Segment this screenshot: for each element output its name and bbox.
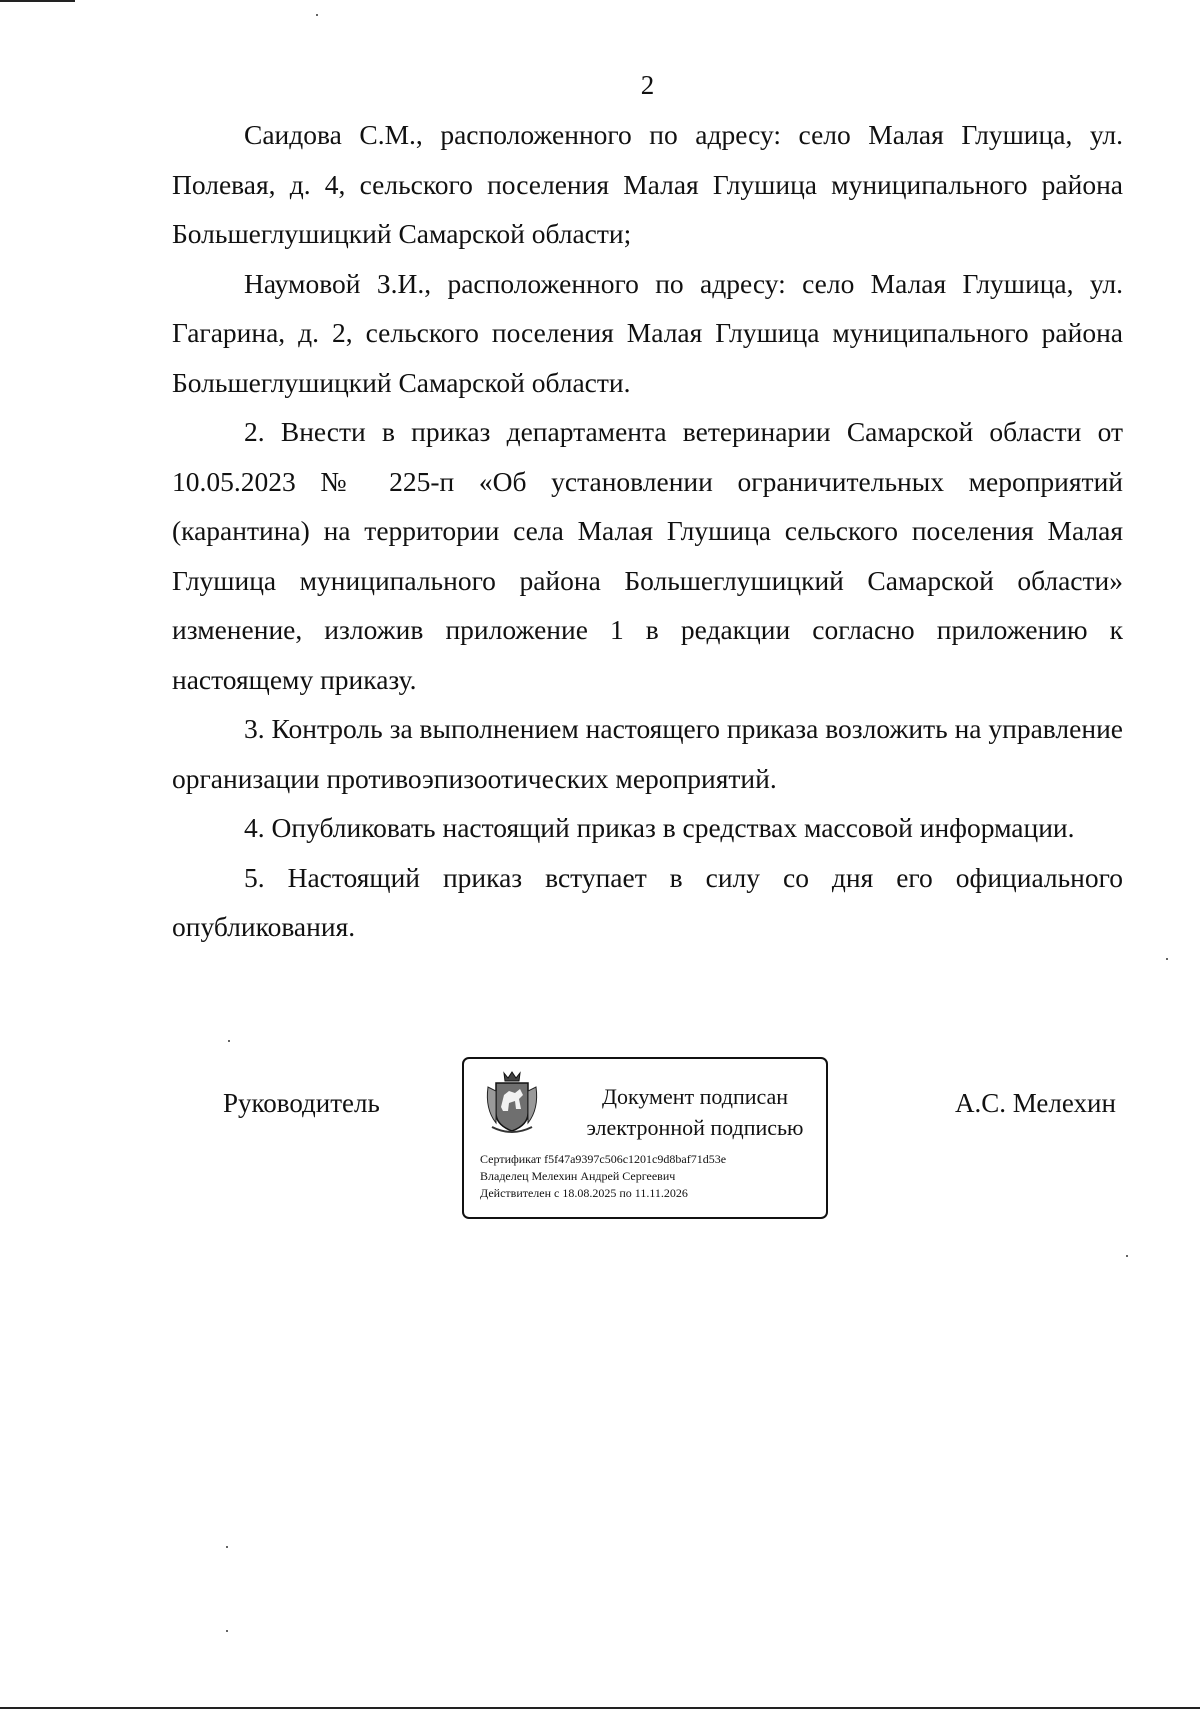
stamp-certificate: Сертификат f5f47a9397c506c1201c9d8baf71d53e [480,1152,727,1166]
signer-position-title: Руководитель [223,1088,380,1118]
paragraph-saidova-address: Саидова С.М., расположенного по адресу: село Малая Глушица, ул. Полевая, д. 4, сельского поселения Малая Глушица муниципального района Большеглушицкий Самарской области; [172,119,1123,249]
page-number: 2 [640,70,655,100]
scan-speck [1166,958,1168,960]
stamp-validity: Действителен с 18.08.2025 по 11.11.2026 [480,1186,688,1200]
stamp-title-line-2: электронной подписью [586,1115,804,1140]
scan-speck [1126,1255,1128,1257]
electronic-signature-stamp [462,1057,828,1219]
scan-edge-line-bottom [0,1707,1200,1709]
stamp-title-line-1: Документ подписан [601,1084,789,1109]
scan-edge-line-top [0,0,75,2]
stamp-details [480,1151,825,1202]
coat-of-arms-icon [482,1067,542,1137]
document-body [172,110,1123,952]
paragraph-item-2-amendment: 2. Внести в приказ департамента ветеринарии Самарской области от 10.05.2023 № 225-п «Об установлении ограничительных мероприятий (карантина) на территории села Малая Глушица сельского поселения Малая Глушица муниципального района Большеглушицкий Самарской области» изменение, изложив приложение 1 в редакции согласно приложению к настоящему приказу. [172,416,1123,695]
scan-speck [316,14,318,16]
stamp-title [564,1081,826,1143]
stamp-owner: Владелец Мелехин Андрей Сергеевич [480,1169,676,1183]
scan-speck [226,1630,228,1632]
paragraph-item-4-publish: 4. Опубликовать настоящий приказ в средствах массовой информации. [244,812,1075,843]
scan-speck [226,1546,228,1548]
paragraph-item-3-control: 3. Контроль за выполнением настоящего приказа возложить на управление организации противоэпизоотических мероприятий. [172,713,1123,794]
signer-name: А.С. Мелехин [955,1088,1116,1118]
paragraph-naumova-address: Наумовой З.И., расположенного по адресу: село Малая Глушица, ул. Гагарина, д. 2, сельского поселения Малая Глушица муниципального района Большеглушицкий Самарской области. [172,267,1123,398]
scan-speck [228,1040,230,1042]
paragraph-item-5-effective: 5. Настоящий приказ вступает в силу со дня его официального опубликования. [172,861,1123,942]
